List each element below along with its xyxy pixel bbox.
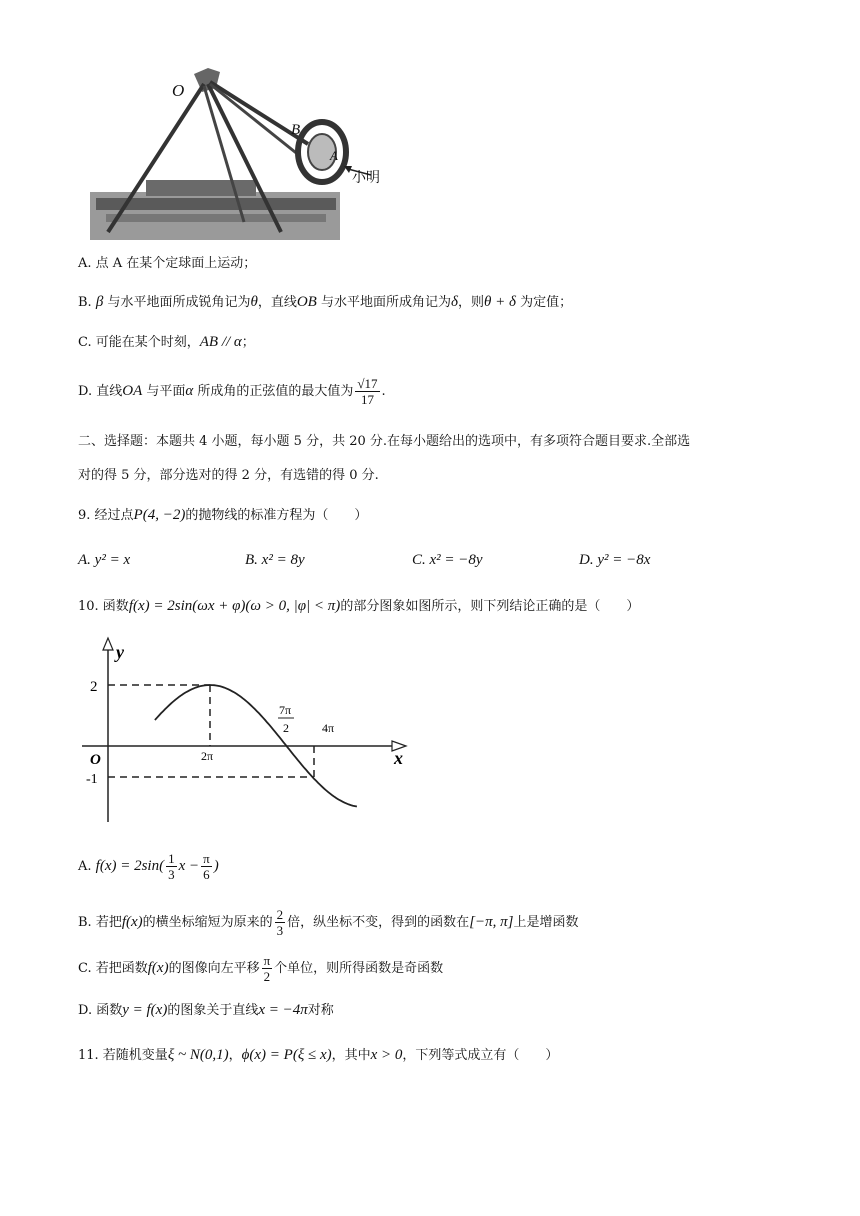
- q10-option-a: A. f(x) = 2sin( $\frac{1}{3}$ x − $\frac{\pi}{6}$ ): [78, 851, 219, 882]
- tick-x-7pi2-num: 7π: [279, 703, 292, 717]
- label-O: O: [172, 81, 185, 100]
- q10-option-d: D. 函数y = f(x)的图象关于直线x = −4π对称: [78, 1002, 334, 1018]
- q9-option-c: C. x² = −8y: [412, 552, 483, 568]
- origin-label: O: [90, 752, 101, 768]
- q8-option-b: B. β 与水平地面所成锐角记为θ，直线OB 与水平地面所成角记为δ，则θ + δ 为定值；: [78, 294, 573, 310]
- tick-x-4pi: 4π: [322, 721, 335, 735]
- fraction-sqrt17-over-17: $\frac{√17}{17}$: [357, 376, 378, 407]
- q11-stem: 11. 若随机变量ξ ~ N(0,1)，ϕ(x) = P(ξ ≤ x)，其中x > 0，下列等式成立有（ ）: [78, 1047, 559, 1063]
- tick-x-7pi2-den: 2: [283, 721, 289, 735]
- section2-instructions-line1: 二、选择题：本题共 4 小题，每小题 5 分，共 20 分.在每小题给出的选项中，有多项符合题目要求.全部选: [78, 434, 691, 449]
- tick-x-2pi: 2π: [201, 749, 214, 763]
- tick-y-2: 2: [90, 679, 98, 695]
- y-axis-label: y: [116, 642, 124, 662]
- ride-photo: [86, 62, 396, 242]
- q10-stem: 10. 函数f(x) = 2sin(ωx + φ)(ω > 0, |φ| < π)的部分图象如图所示，则下列结论正确的是（ ）: [78, 598, 640, 614]
- q9-option-d: D. y² = −8x: [579, 552, 651, 568]
- q8-option-d: D. 直线OA 与平面α 所成角的正弦值的最大值为 $\frac{√17}{17}$ .: [78, 376, 386, 407]
- label-person: 小明: [352, 170, 380, 186]
- section2-instructions-line2: 对的得 5 分，部分选对的得 2 分，有选错的得 0 分.: [78, 468, 379, 483]
- q10-option-c: C. 若把函数f(x)的图像向左平移 $\frac{\pi}{2}$ 个单位，则所得函数是奇函数: [78, 953, 444, 984]
- x-axis-label: x: [394, 748, 403, 768]
- q8-option-a: A. 点 A 在某个定球面上运动；: [78, 256, 257, 271]
- q10-option-b: B. 若把f(x)的横坐标缩短为原来的 $\frac{2}{3}$ 倍，纵坐标不变，得到的函数在[−π, π]上是增函数: [78, 907, 579, 938]
- q9-option-a: A. y² = x: [78, 552, 131, 568]
- label-B: B: [291, 122, 301, 138]
- label-A: A: [330, 148, 338, 163]
- tick-y-neg1: -1: [86, 772, 98, 787]
- function-graph: [80, 636, 410, 826]
- q9-stem: 9. 经过点P(4, −2)的抛物线的标准方程为（ ）: [78, 507, 368, 523]
- q9-option-b: B. x² = 8y: [245, 552, 305, 568]
- q8-option-c: C. 可能在某个时刻，AB // α；: [78, 334, 255, 350]
